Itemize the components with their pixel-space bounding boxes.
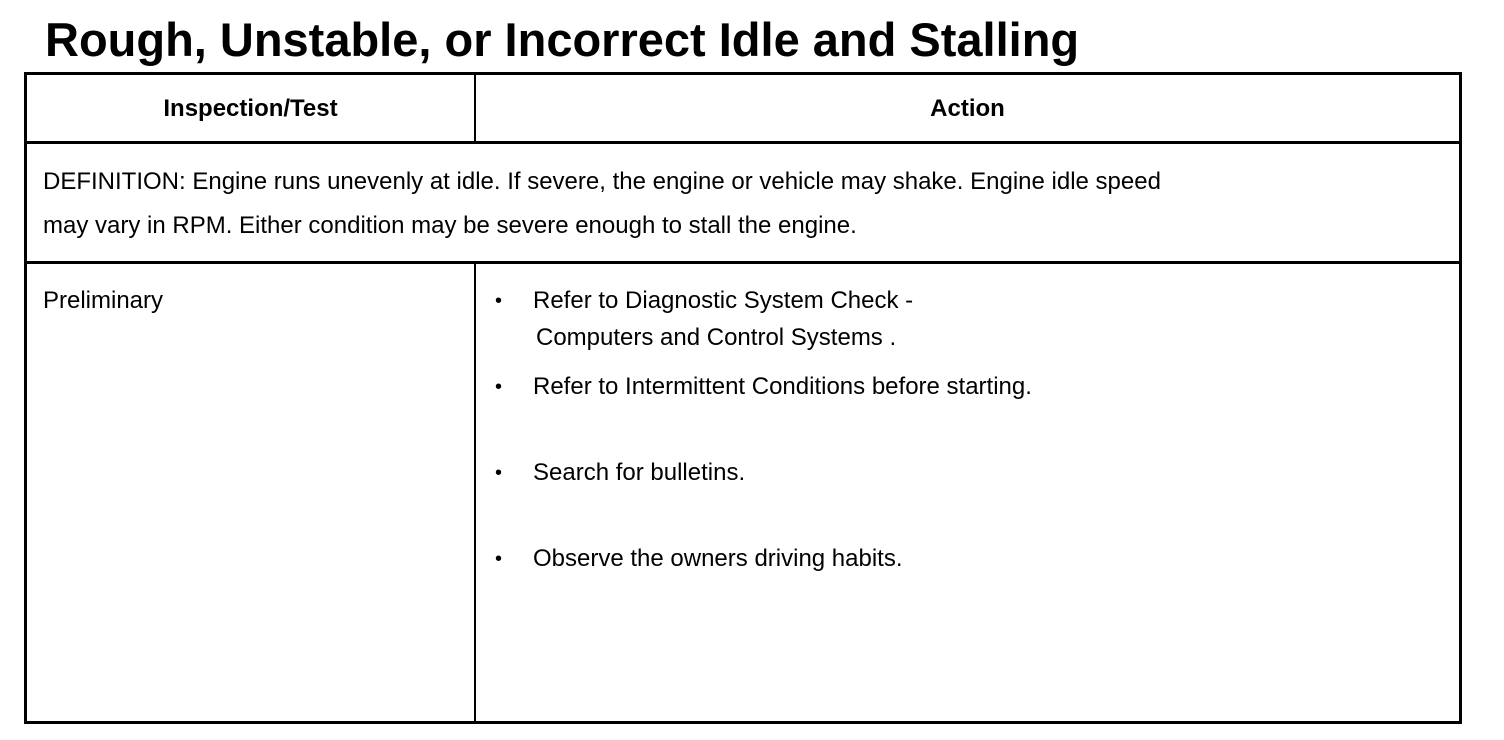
table-border-bottom	[24, 721, 1462, 724]
page-title: Rough, Unstable, or Incorrect Idle and Stalling	[45, 13, 1080, 66]
action-item-1: Refer to Diagnostic System Check -	[533, 287, 914, 314]
definition-divider	[24, 261, 1462, 264]
bullet-icon: •	[495, 376, 503, 398]
definition-line-2: may vary in RPM. Either condition may be severe enough to stall the engine.	[43, 212, 857, 239]
action-item-2: Refer to Intermittent Conditions before starting.	[533, 373, 1032, 400]
step-label: Preliminary	[43, 287, 164, 314]
action-item-1-link[interactable]: Computers and Control Systems .	[536, 324, 897, 351]
bullet-icon: •	[495, 548, 503, 570]
definition-line-1: DEFINITION: Engine runs unevenly at idle. If severe, the engine or vehicle may shake. Engine idle speed	[43, 168, 1161, 195]
bullet-icon: •	[495, 462, 503, 484]
header-inspection-test: Inspection/Test	[163, 95, 338, 122]
column-divider-body	[474, 261, 476, 723]
action-item-3: Search for bulletins.	[533, 459, 746, 486]
table-border-top	[24, 72, 1462, 75]
header-divider	[24, 141, 1462, 144]
action-item-4: Observe the owners driving habits.	[533, 545, 903, 572]
table-border-left	[24, 72, 27, 724]
bullet-icon: •	[495, 290, 503, 312]
header-action: Action	[930, 95, 1005, 122]
table-border-right	[1459, 72, 1462, 724]
